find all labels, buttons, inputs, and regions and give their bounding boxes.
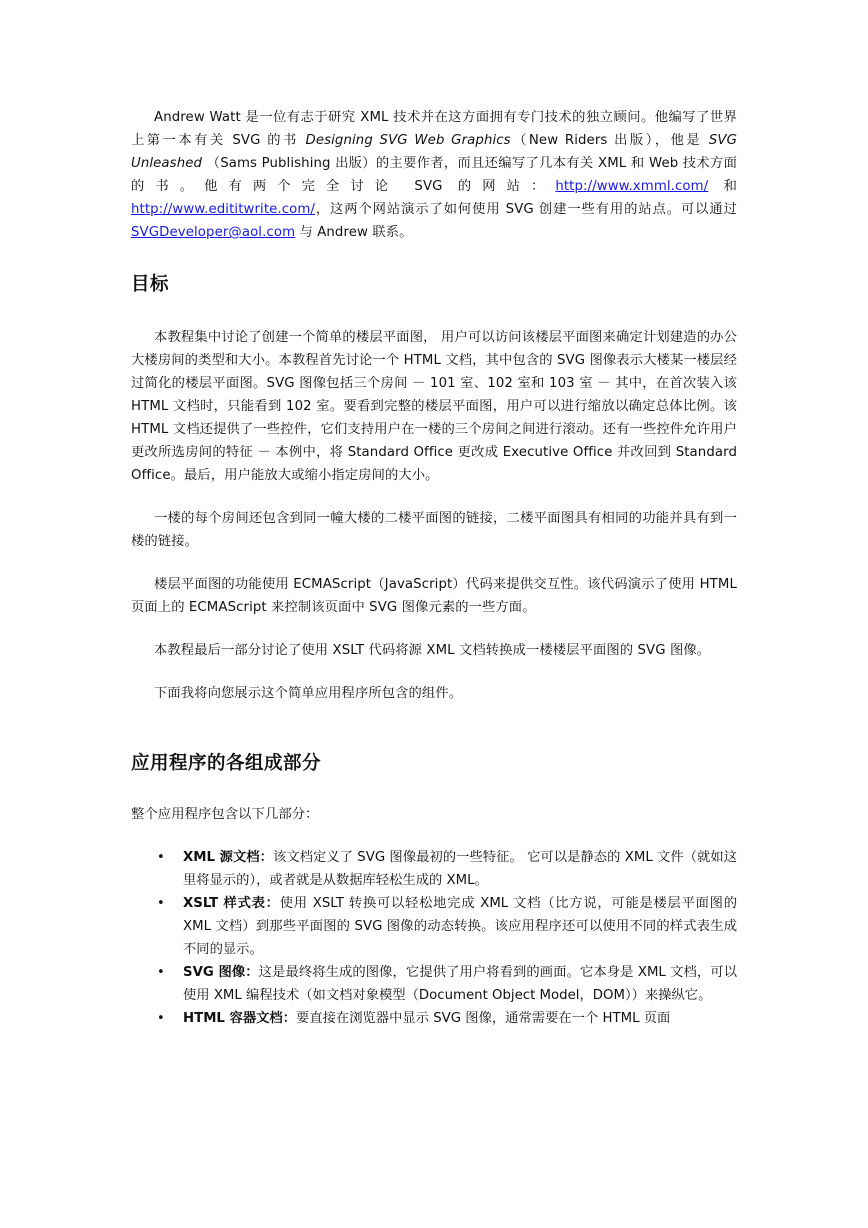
goal-paragraph-4: 本教程最后一部分讨论了使用 XSLT 代码将源 XML 文档转换成一楼楼层平面图的 SVG 图像。: [154, 643, 711, 658]
components-intro: 整个应用程序包含以下几部分：: [131, 807, 319, 822]
bullet-icon: •: [157, 1011, 165, 1026]
bio-text-3: （Sams Publishing 出版）的主要作者，而且还编写了几本有关 XML 和 Web 技术方面的书。他有两个完全讨论 SVG 的网站：: [131, 156, 737, 194]
heading-components: 应用程序的各组成部分: [131, 753, 322, 774]
components-list: [131, 846, 737, 1030]
bullet-icon: •: [157, 850, 165, 865]
bio-text-6: 与 Andrew 联系。: [295, 225, 413, 240]
link-edititwrite[interactable]: http://www.edititwrite.com/: [131, 202, 316, 217]
list-item-text: 这是最终将生成的图像，它提供了用户将看到的画面。它本身是 XML 文档，可以使用 XML 编程技术（如文档对象模型（Document Object Model，DOM））来操纵它。: [183, 965, 737, 1003]
list-item: [157, 892, 737, 961]
bio-text-2: （New Riders 出版），他是: [510, 133, 709, 148]
book-title-designing-svg: Designing SVG Web Graphics: [305, 133, 511, 148]
list-item: [157, 1007, 737, 1030]
bio-text-1: Andrew Watt 是一位有志于研究 XML 技术并在这方面拥有专门技术的独立顾问。他编写了世界上第一本有关 SVG 的书: [131, 110, 737, 148]
email-link[interactable]: SVGDeveloper@aol.com: [131, 225, 296, 240]
bio-text-5: ，这两个网站演示了如何使用 SVG 创建一些有用的站点。可以通过: [315, 202, 737, 217]
list-item-text: 该文档定义了 SVG 图像最初的一些特征。 它可以是静态的 XML 文件（就如这里将显示的），或者就是从数据库轻松生成的 XML。: [183, 850, 737, 888]
bio-text-4: 和: [708, 179, 737, 194]
goal-paragraph-2: 一楼的每个房间还包含到同一幢大楼的二楼平面图的链接，二楼平面图具有相同的功能并具有到一楼的链接。: [131, 511, 737, 549]
goal-paragraph-1: 本教程集中讨论了创建一个简单的楼层平面图， 用户可以访问该楼层平面图来确定计划建造的办公大楼房间的类型和大小。本教程首先讨论一个 HTML 文档，其中包含的 SVG 图像表示大楼某一楼层经过简化的楼层平面图。SVG 图像包括三个房间 － 101 室、102 室和 103 室 － 其中，在首次装入该 HTML 文档时，只能看到 102 室。要看到完整的楼层平面图，用户可以进行缩放以确定总体比例。该 HTML 文档还提供了一些控件，它们支持用户在一楼的三个房间之间进行滚动。还有一些控件允许用户更改所选房间的特征 － 本例中，将 Standard Office 更改成 Executive Office 并改回到 Standard Office。最后，用户能放大或缩小指定房间的大小。: [131, 330, 737, 483]
link-xmml[interactable]: http://www.xmml.com/: [555, 179, 709, 194]
list-item: [157, 846, 737, 892]
list-item: [157, 961, 737, 1007]
list-item-term: SVG 图像：: [183, 965, 259, 980]
heading-goal: 目标: [131, 274, 170, 295]
book-title-svg-unleashed: SVG Unleashed: [131, 133, 737, 171]
list-item-text: 要直接在浏览器中显示 SVG 图像，通常需要在一个 HTML 页面: [296, 1011, 671, 1026]
list-item-text: 使用 XSLT 转换可以轻松地完成 XML 文档（比方说，可能是楼层平面图的 XML 文档）到那些平面图的 SVG 图像的动态转换。该应用程序还可以使用不同的样式表生成不同的显示。: [183, 896, 737, 957]
bullet-icon: •: [157, 965, 165, 980]
list-item-term: XSLT 样式表：: [183, 896, 280, 911]
document-page: [131, 106, 737, 1030]
bullet-icon: •: [157, 896, 165, 911]
goal-paragraph-3: 楼层平面图的功能使用 ECMAScript（JavaScript）代码来提供交互性。该代码演示了使用 HTML 页面上的 ECMAScript 来控制该页面中 SVG 图像元素的一些方面。: [131, 577, 737, 615]
list-item-term: XML 源文档：: [183, 850, 273, 865]
list-item-term: HTML 容器文档：: [183, 1011, 297, 1026]
author-bio-paragraph: [131, 106, 737, 244]
goal-paragraph-5: 下面我将向您展示这个简单应用程序所包含的组件。: [154, 686, 463, 701]
